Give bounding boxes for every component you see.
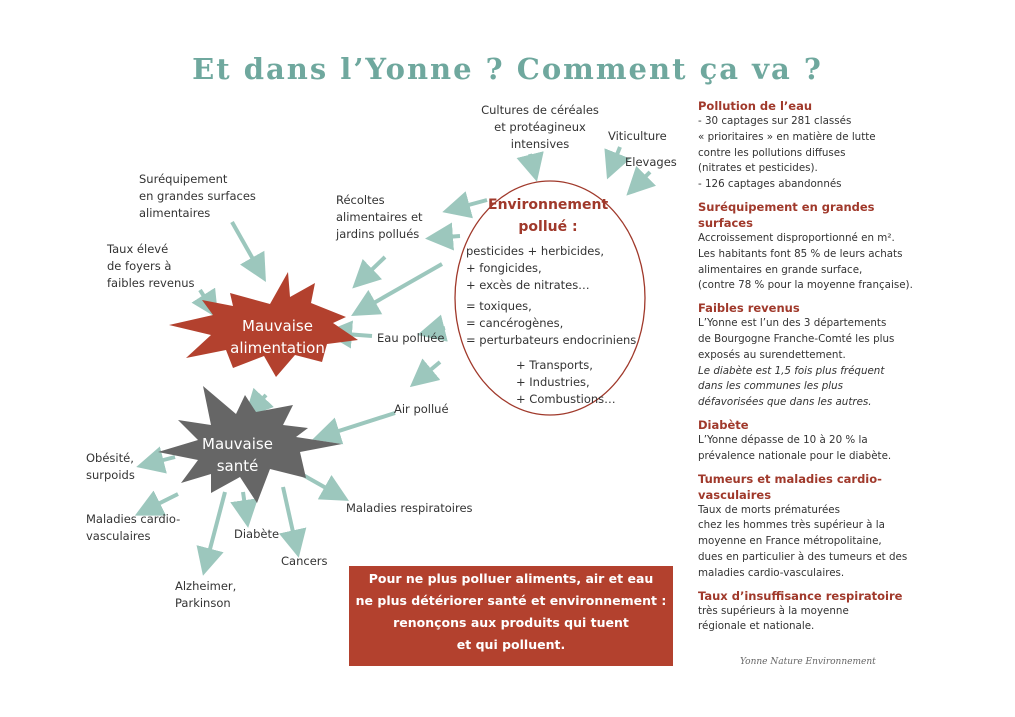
side-text-diabete: L’Yonne dépasse de 10 à 20 % la prévalence nationale pour le diabète.: [698, 433, 892, 462]
side-heading-faibles-revenus: Faibles revenus: [698, 301, 800, 316]
arrow-elevages: [632, 172, 650, 190]
env-effects: = toxiques, = cancérogènes, = perturbateurs endocriniens: [466, 299, 637, 347]
label-diabete: Diabète: [234, 527, 280, 541]
environment-title: Environnement pollué :: [488, 197, 609, 235]
label-cancers: Cancers: [281, 554, 328, 568]
credit-text: Yonne Nature Environnement: [740, 657, 876, 667]
label-eau-polluee: Eau polluée: [377, 331, 445, 345]
side-text-tumeurs: Taux de morts prématurées chez les hommes très supérieur à la moyenne en France métropolitaine, dues en particulier à des tumeurs et des maladies cardio-vasculaires.: [698, 503, 908, 579]
side-text-faibles-revenus: L’Yonne est l’un des 3 départements de Bourgogne Franche-Comté les plus exposés au surendettement.: [698, 317, 895, 361]
side-text-pollution-eau: - 30 captages sur 281 classés « prioritaires » en matière de lutte contre les pollutions diffuses (nitrates et pesticides). - 126 captages abandonnés: [698, 115, 876, 191]
label-mauvaise-alimentation: Mauvaise alimentation: [230, 317, 325, 357]
label-recoltes: Récoltes alimentaires et jardins pollués: [336, 193, 423, 241]
page-title: Et dans l’Yonne ? Comment ça va ?: [192, 52, 823, 86]
side-italic-diabete-communes: Le diabète est 1,5 fois plus fréquent dans les communes les plus défavorisées que dans les autres.: [698, 364, 885, 409]
side-text-surequipement: Accroissement disproportionné en m². Les habitants font 85 % de leurs achats alimentaires en grande surface, (contre 78 % pour la moyenne française).: [698, 231, 913, 292]
arrow-to-maladies-cv: [142, 494, 178, 512]
arrow-to-respiratoires: [303, 475, 342, 497]
label-cultures: Cultures de céréales et protéagineux intensives: [481, 103, 599, 151]
label-maladies-cv: Maladies cardio- vasculaires: [86, 512, 181, 543]
label-air-pollue: Air pollué: [394, 402, 449, 416]
arrow-surequipement: [232, 222, 262, 275]
label-surequipement: Suréquipement en grandes surfaces alimentaires: [139, 172, 256, 220]
arrow-cultures: [530, 154, 535, 174]
side-heading-diabete: Diabète: [698, 417, 749, 432]
arrow-to-alzheimer: [205, 492, 225, 568]
env-sources: + Transports, + Industries, + Combustions…: [516, 358, 616, 406]
arrow-viticulture: [610, 147, 620, 172]
call-to-action-box: Pour ne plus polluer aliments, air et eau ne plus détériorer santé et environnement : renonçons aux produits qui tuent et qui polluent.: [349, 566, 673, 666]
arrow-to-recoltes: [450, 200, 487, 210]
arrow-to-cancers: [283, 487, 297, 550]
arrow-env-to-air: [416, 362, 440, 382]
label-viticulture: Viticulture: [608, 129, 667, 143]
label-maladies-respiratoires: Maladies respiratoires: [346, 501, 473, 515]
side-text-insuffisance-respiratoire: très supérieurs à la moyenne régionale et nationale.: [698, 604, 849, 633]
side-heading-tumeurs: Tumeurs et maladies cardio- vasculaires: [698, 471, 882, 502]
side-panel: [698, 98, 928, 641]
side-heading-surequipement: Suréquipement en grandes surfaces: [698, 199, 875, 230]
arrow-recoltes-to-alimentation: [358, 257, 385, 283]
label-taux-foyers: Taux élevé de foyers à faibles revenus: [107, 242, 195, 290]
label-elevages: Elevages: [625, 155, 677, 169]
arrow-to-diabete: [243, 492, 247, 520]
label-alzheimer: Alzheimer, Parkinson: [175, 579, 237, 610]
side-heading-insuffisance-respiratoire: Taux d’insuffisance respiratoire: [698, 588, 903, 603]
arrow-to-recoltes-2: [433, 236, 460, 238]
arrow-to-obesite: [144, 457, 175, 465]
side-heading-pollution-eau: Pollution de l’eau: [698, 99, 813, 113]
arrow-air-to-sante: [320, 413, 395, 437]
label-obesite: Obésité, surpoids: [86, 451, 135, 482]
label-mauvaise-sante: Mauvaise santé: [202, 435, 273, 475]
env-pesticides: pesticides + herbicides, + fongicides, + excès de nitrates…: [466, 244, 605, 292]
